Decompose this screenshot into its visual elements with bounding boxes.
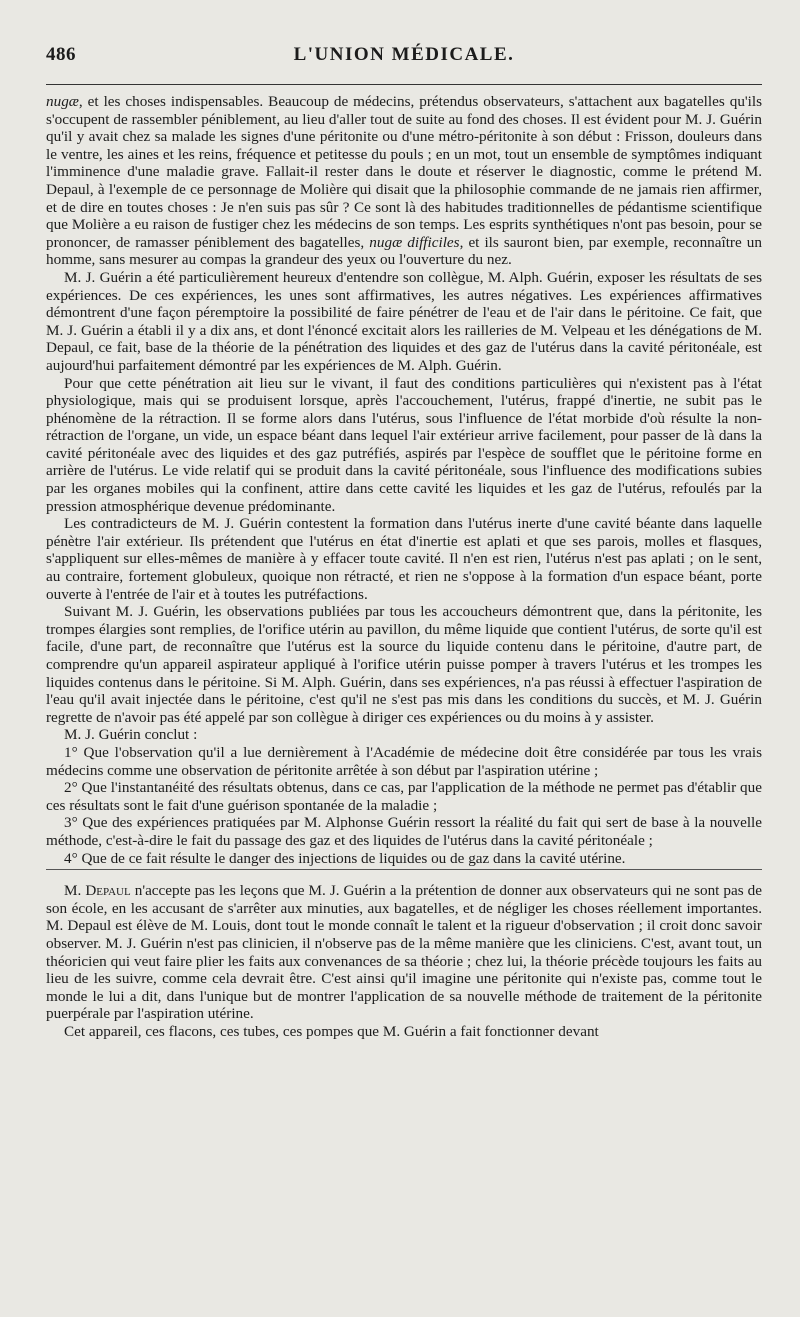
conclusion-item: 3° Que des expériences pratiquées par M. Alphonse Guérin ressort la réalité du fait qui sert de base à la nouvelle méthode, c'est-à-dire le fait du passage des gaz et des liquides de l'utérus dans la cavité péritonéale ;: [46, 814, 762, 849]
paragraph-text: n'accepte pas les leçons que M. J. Guérin a la prétention de donner aux observateurs qui ne sont pas de son école, en les accusant de s'arrêter aux minuties, aux bagatelles, et de négliger les choses réellement importantes. M. Depaul est élève de M. Louis, dont tout le monde connaît le talent et la rigueur d'observation ; il croit donc savoir observer. M. J. Guérin n'est pas clinicien, il n'observe pas de la même manière que les cliniciens. C'est, avant tout, un théoricien qui veut faire plier les faits aux convenances de sa théorie ; chez lui, la théorie précède toujours les faits au lieu de les suivre, comme cela devrait être. C'est ainsi qu'il imagine une péritonite qui n'existe pas, comme tout le monde le lui a dit, dans l'unique but de montrer l'application de sa nouvelle méthode de traitement de la péritonite puerpérale par l'aspiration utérine.: [46, 882, 762, 1023]
speaker-name: M. Depaul: [64, 882, 131, 900]
italic-phrase: nugæ difficiles: [369, 233, 460, 251]
paragraph: Cet appareil, ces flacons, ces tubes, ces pompes que M. Guérin a fait fonctionner devant: [64, 1022, 599, 1040]
conclusion-item: 1° Que l'observation qu'il a lue dernièrement à l'Académie de médecine doit être considérée par tous les vrais médecins comme une observation de péritonite arrêtée à son début par l'aspiration utérine ;: [46, 743, 762, 779]
conclusion-item: 4° Que de ce fait résulte le danger des injections de liquides ou de gaz dans la cavité utérine.: [64, 849, 626, 867]
article-body: [46, 93, 762, 1040]
paragraph: [46, 93, 762, 269]
paragraph: Les contradicteurs de M. J. Guérin contestent la formation dans l'utérus inerte d'une cavité béante dans laquelle pénètre l'air extérieur. Ils prétendent que l'utérus en état d'inertie est aplati et que ses parois, molles et flasques, s'appliquent sur elles-mêmes de manière à y effacer toute cavité. Il n'en est rien, l'utérus n'est pas aplati ; on le sent, au contraire, fortement globuleux, quoique non rétracté, et rien ne s'oppose à la formation d'un espace béant, porte ouverte à l'entrée de l'air et à toutes les putréfactions.: [46, 515, 762, 603]
paragraph: M. J. Guérin conclut :: [64, 726, 198, 744]
paragraph-text: , et les choses indispensables. Beaucoup de médecins, prétendus observateurs, s'attachent aux bagatelles qu'ils s'occupent de rassembler péniblement, au lieu d'aller tout de suite au fond des choses. Il est évident pour M. J. Guérin qu'il y avait chez sa malade les signes d'une péritonite ou d'une métro-péritonite à son début : Frisson, douleurs dans le ventre, les aines et les reins, fréquence et petitesse du pouls ; en un mot, tout un ensemble de symptômes indiquant l'imminence d'une maladie grave. Fallait-il rester dans le doute et réserver le diagnostic, comme le prétend M. Depaul, à l'exemple de ce personnage de Molière qui disait que la philosophie commande de ne jamais rien affirmer, et de dire en toutes choses : Je n'en suis pas sûr ? Ce sont là des habitudes traditionnelles de pédantisme scientifique que Molière a eu raison de fustiger chez les médecins de son temps. Les esprits synthétiques n'ont pas besoin, pour se prononcer, de ramasser péniblement des bagatelles,: [46, 93, 762, 251]
running-title: L'UNION MÉDICALE.: [293, 44, 515, 65]
paragraph: Suivant M. J. Guérin, les observations publiées par tous les accoucheurs démontrent que, dans la péritonite, les trompes élargies sont remplies, de l'orifice utérin au pavillon, du même liquide que contient l'utérus, de sorte qu'il est facile, d'une part, de reconnaître que l'utérus est la source du liquide contenu dans le péritoine, d'autre part, de comprendre qu'un appareil aspirateur appliqué à l'orifice utérin puisse pomper à travers l'utérus et les trompes les liquides contenus dans le péritoine. Si M. Alph. Guérin, dans ses expériences, n'a pas réussi à effectuer l'aspiration de l'eau qu'il avait injectée dans le péritoine, c'est qu'il ne s'est pas mis dans les conditions du succès, et M. J. Guérin regrette de n'avoir pas été appelé par son collègue à diriger ces expériences ou du moins à y assister.: [46, 603, 762, 726]
paragraph: [46, 882, 762, 1023]
paragraph: Pour que cette pénétration ait lieu sur le vivant, il faut des conditions particulières qui n'existent pas à l'état physiologique, mais qui se produisent lorsque, après l'accouchement, l'utérus, frappé d'inertie, ne subit pas le phénomène de la rétraction. Il se forme alors dans l'utérus, sous l'influence de l'état morbide d'où résulte la non-rétraction de l'organe, un vide, un espace béant dans lequel l'air extérieur arrive facilement, pour passer de là dans la cavité péritonéale avec des liquides et des gaz putréfiés, aspirés par l'espèce de soufflet que le péritoine forme en arrière de l'utérus. Le vide relatif qui se produit dans la cavité péritonéale, sous l'influence des modifications subies par les organes mobiles qui la confinent, attire dans cette cavité les liquides et les gaz de l'utérus, refoulés par la pression atmosphérique devenue prédominante.: [46, 374, 762, 515]
section-rule: [46, 869, 762, 870]
italic-lead: nugæ: [46, 93, 79, 110]
conclusion-item: 2° Que l'instantanéité des résultats obtenus, dans ce cas, par l'application de la méthode ne permet pas d'établir que ces résultats sont le fait d'une guérison spontanée de la maladie ;: [46, 779, 762, 814]
header-rule: [46, 84, 762, 85]
page-number: 486: [46, 44, 76, 65]
paragraph: M. J. Guérin a été particulièrement heureux d'entendre son collègue, M. Alph. Guérin, exposer les résultats de ses expériences. De ces expériences, les unes sont affirmatives, les autres négatives. Les expériences affirmatives démontrent d'une façon péremptoire la possibilité de faire pénétrer de l'eau et de l'air dans le péritoine. Ce fait, que M. J. Guérin a établi il y a dix ans, et dont l'énoncé excitait alors les railleries de M. Velpeau et les dénégations de M. Depaul, ce fait, base de la théorie de la pénétration des liquides et des gaz de l'utérus dans la cavité péritonéale, est aujourd'hui parfaitement démontré par les expériences de M. Alph. Guérin.: [46, 268, 762, 374]
paragraph-text: , et ils sauront bien, par exemple, reconnaître un homme, sans mesurer au compas la grandeur des yeux ou l'ouverture du nez.: [46, 233, 762, 269]
page-header: [46, 30, 762, 65]
